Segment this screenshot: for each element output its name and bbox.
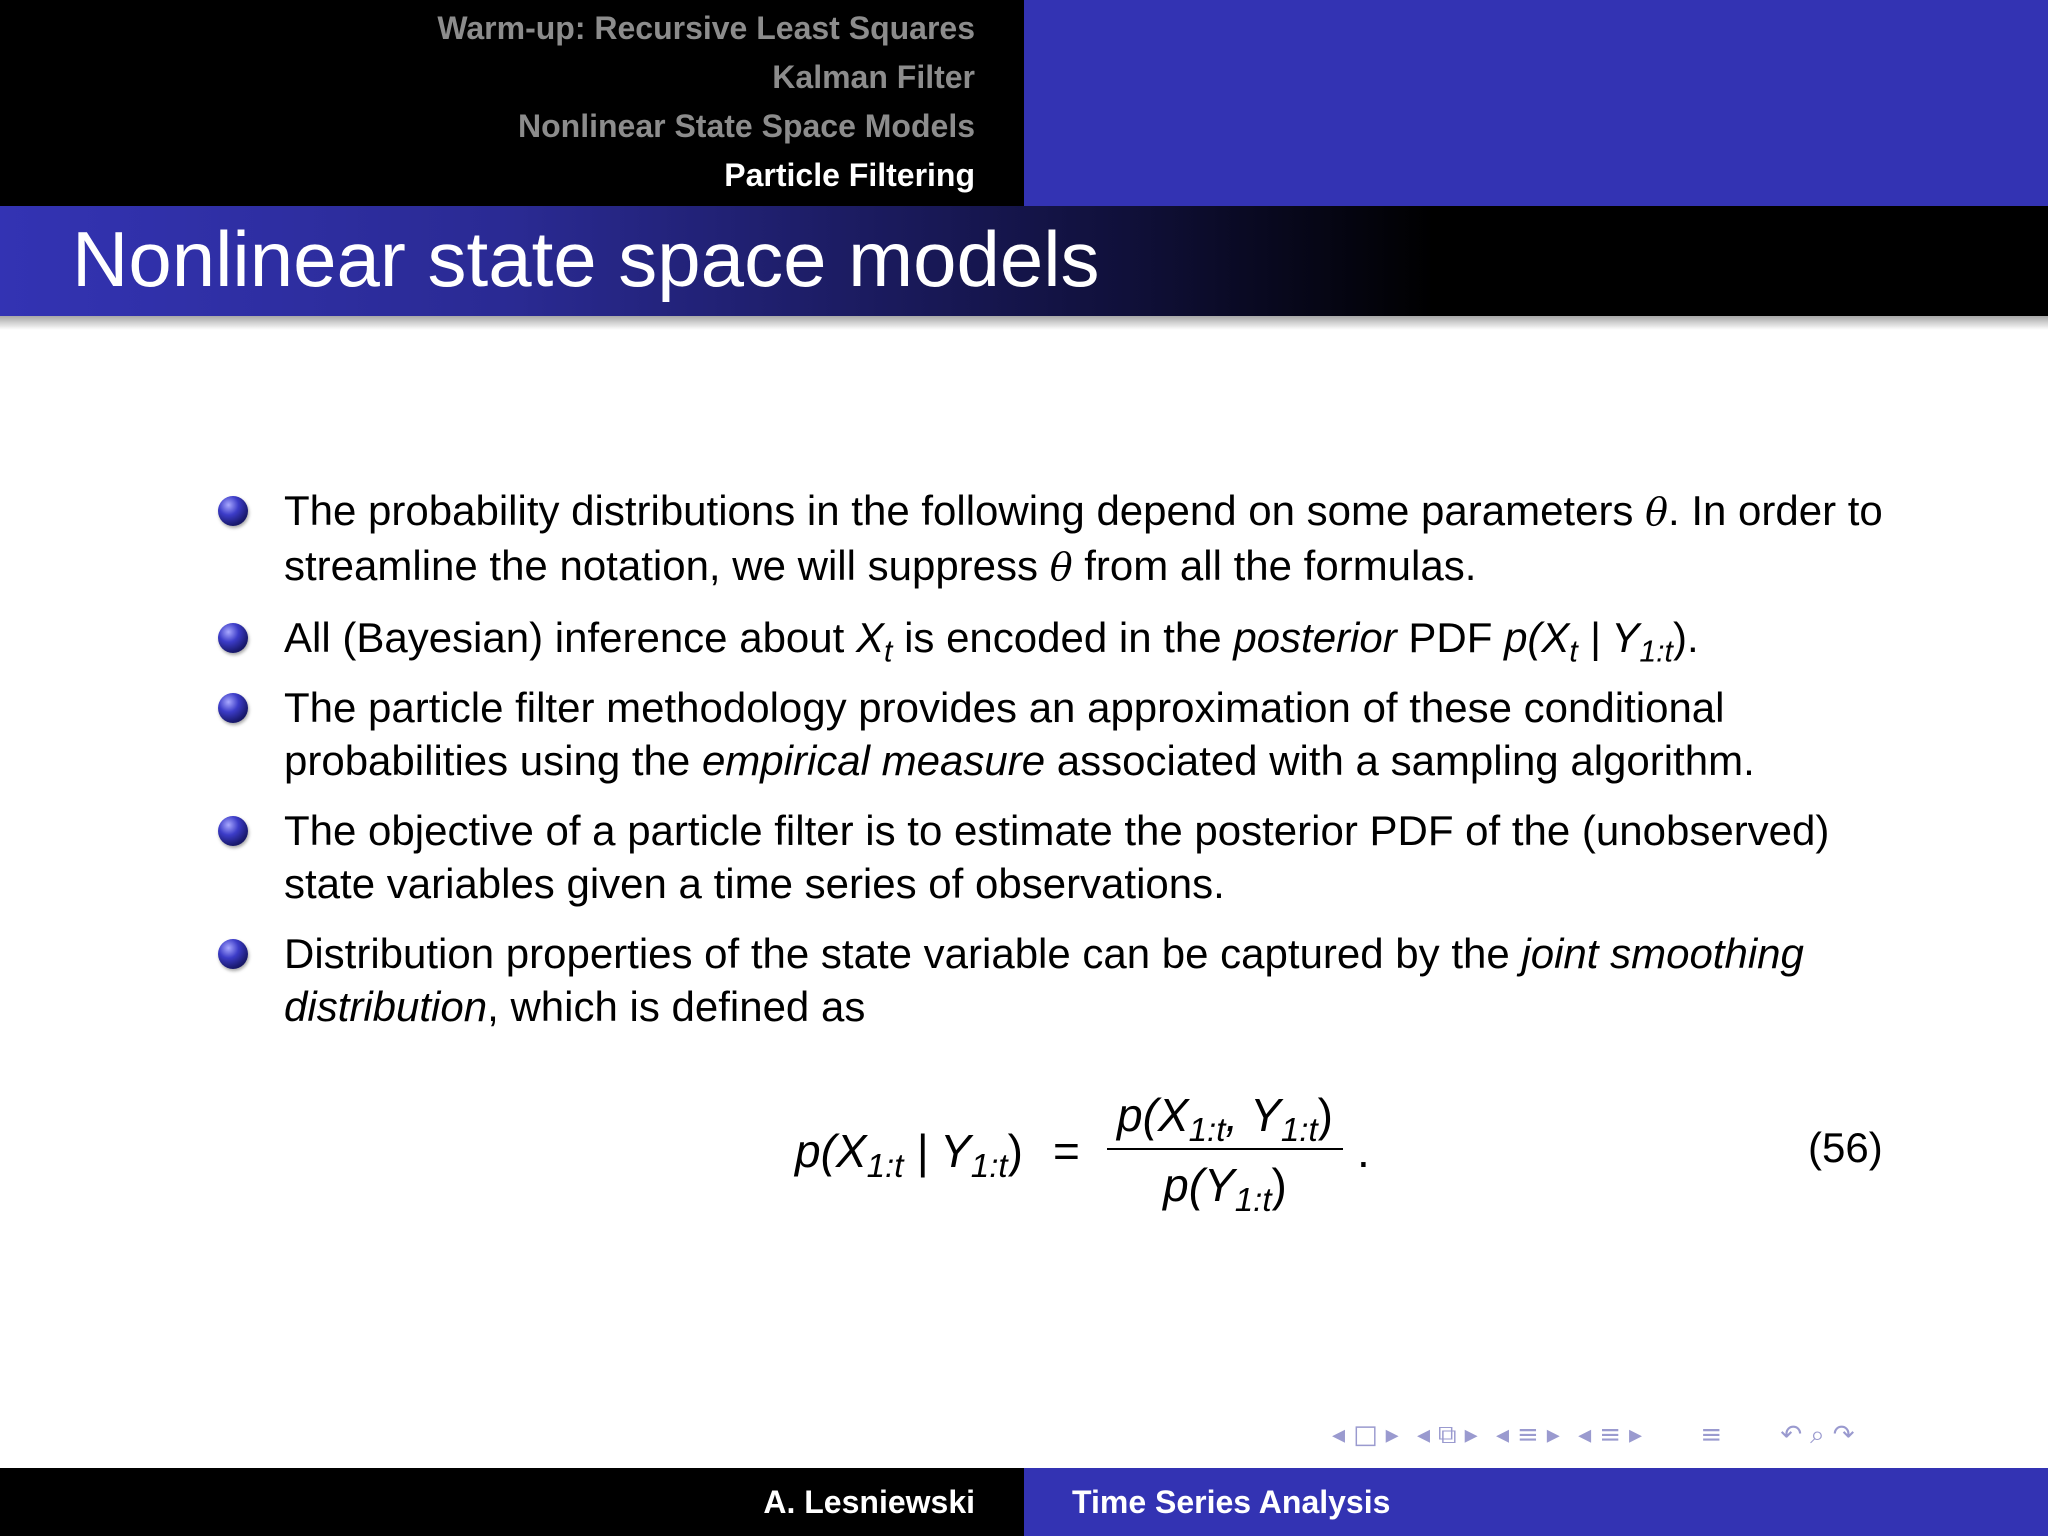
bullet-item: Distribution properties of the state variable can be captured by the joint smoothing distribution, which is defined as (218, 927, 1898, 1033)
bullet-ball-icon (218, 496, 248, 526)
navigation-controls (1332, 1420, 1863, 1451)
theta-symbol: θ (1645, 490, 1668, 534)
section-icon[interactable]: ≡ (1517, 1420, 1541, 1450)
title-bar-shadow (0, 316, 2048, 330)
bullet-ball-icon (218, 693, 248, 723)
footer-right-panel (1024, 1468, 2048, 1536)
bullet-item: All (Bayesian) inference about $X_t$ is encoded in the posterior PDF $p(X_t$ | $Y_{1:t}$). (218, 611, 1898, 664)
redo-icon[interactable]: ↷ (1832, 1420, 1857, 1450)
bullet-list (218, 484, 1898, 1050)
fraction-denominator: $p(Y_{1:t})$ (1163, 1159, 1287, 1220)
bullet-item: The objective of a particle filter is to estimate the posterior PDF of the (unobserved) state variables given a time series of observations. (218, 804, 1898, 910)
section-next-icon[interactable]: ▸ (1546, 1420, 1562, 1450)
equation-number: (56) (1808, 1124, 1883, 1171)
nav-section-kalman[interactable]: Kalman Filter (772, 59, 975, 95)
footer-author: A. Lesniewski (763, 1484, 975, 1520)
nav-section-nonlinear[interactable]: Nonlinear State Space Models (517, 108, 975, 144)
document-icon[interactable]: ≡ (1700, 1420, 1725, 1450)
undo-icon[interactable]: ↶ (1780, 1420, 1805, 1450)
bullet-ball-icon (218, 816, 248, 846)
nav-section-warm-up[interactable]: Warm-up: Recursive Least Squares (437, 10, 975, 46)
frame-icon[interactable]: □ (1353, 1420, 1380, 1450)
bullet-ball-icon (218, 939, 248, 969)
bullet-ball-icon (218, 623, 248, 653)
subsection-prev-icon[interactable]: ◂ (1416, 1420, 1433, 1450)
equation-lhs: $p(X_{1:t}$ | $Y_{1:t}$) (795, 1125, 1023, 1186)
bullet-item: The particle filter methodology provides an approximation of these conditional probabilities using the empirical measure associated with a sampling algorithm. (218, 681, 1898, 787)
footer-title: Time Series Analysis (1072, 1484, 1391, 1520)
zoom-icon[interactable]: ⌕ (1810, 1420, 1827, 1450)
subsec-prev-icon[interactable]: ◂ (1578, 1420, 1594, 1450)
equals-sign: = (1053, 1125, 1080, 1177)
nav-section-particle-filtering[interactable]: Particle Filtering (724, 157, 975, 193)
footer-left-panel (0, 1468, 1024, 1536)
subsection-frames-icon[interactable]: ⧉ (1438, 1420, 1459, 1450)
subsec-next-icon[interactable]: ▸ (1628, 1420, 1645, 1450)
equation-fraction (1107, 1088, 1343, 1220)
header-right-panel (1024, 0, 2048, 206)
subsection-next-icon[interactable]: ▸ (1464, 1420, 1480, 1450)
frame-next-icon[interactable]: ▸ (1385, 1420, 1401, 1450)
section-prev-icon[interactable]: ◂ (1495, 1420, 1511, 1450)
subsec-icon[interactable]: ≡ (1599, 1420, 1623, 1450)
fraction-numerator: $p(X_{1:t}$, $Y_{1:t}$) (1117, 1089, 1333, 1150)
bullet-item: The probability distributions in the following depend on some parameters θ. In order to streamline the notation, we will suppress θ from all the formulas. (218, 484, 1898, 594)
frame-prev-icon[interactable]: ◂ (1332, 1420, 1348, 1450)
equation-period: . (1357, 1125, 1370, 1177)
theta-symbol: θ (1049, 545, 1073, 589)
frame-title: Nonlinear state space models (72, 215, 1100, 303)
